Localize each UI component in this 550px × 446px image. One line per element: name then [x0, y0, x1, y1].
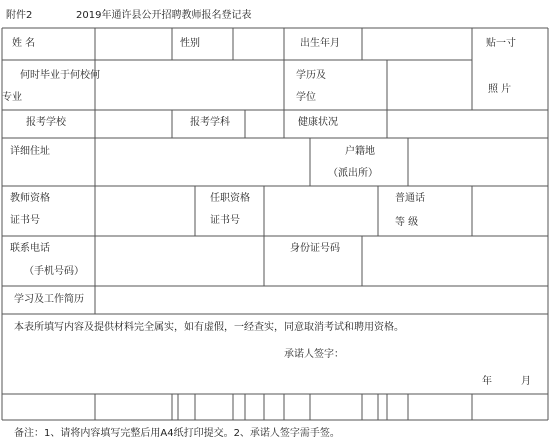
phone-label-line1: 联系电话	[10, 243, 50, 254]
teacher-cert-label-line1: 教师资格	[10, 193, 50, 204]
hukou-field[interactable]	[409, 139, 547, 185]
year-label: 年	[482, 376, 492, 387]
pledge-text: 本表所填写内容及提供材料完全属实，如有虚假，一经查实，同意取消考试和聘用资格。	[14, 322, 404, 333]
birth-label: 出生年月	[300, 38, 340, 49]
graduation-field[interactable]	[96, 61, 283, 109]
address-field[interactable]	[96, 139, 309, 185]
phone-label-line2: （手机号码）	[24, 266, 84, 277]
signature-field[interactable]	[348, 345, 468, 363]
education-field[interactable]	[388, 61, 471, 109]
month-label: 月	[521, 376, 531, 387]
graduation-label-line1: 何时毕业于何校何	[20, 70, 100, 81]
mandarin-label-line2: 等 级	[395, 217, 419, 228]
form-title: 2019年通许县公开招聘教师报名登记表	[76, 10, 252, 21]
id-number-label: 身份证号码	[290, 243, 340, 254]
health-label: 健康状况	[298, 117, 338, 128]
post-cert-label-line2: 证书号	[210, 215, 240, 226]
education-label-line1: 学历及	[296, 70, 326, 81]
apply-school-label: 报考学校	[26, 117, 66, 128]
post-cert-field[interactable]	[265, 187, 377, 235]
mandarin-field[interactable]	[473, 187, 547, 235]
name-label: 姓 名	[12, 38, 36, 49]
footer-note: 备注：1、请将内容填写完整后用A4纸打印提交。2、承诺人签字需手签。	[14, 428, 340, 439]
apply-school-field[interactable]	[96, 111, 171, 137]
health-field[interactable]	[388, 111, 547, 137]
hukou-label-line1: 户籍地	[345, 146, 375, 157]
mandarin-label-line1: 普通话	[395, 193, 425, 204]
apply-subject-label: 报考学科	[190, 117, 230, 128]
gender-label: 性别	[180, 38, 200, 49]
education-label-line2: 学位	[296, 92, 316, 103]
signer-label: 承诺人签字：	[284, 349, 344, 360]
phone-field[interactable]	[96, 237, 263, 285]
teacher-cert-label-line2: 证书号	[10, 215, 40, 226]
id-number-field[interactable]	[363, 237, 547, 285]
birth-field[interactable]	[363, 29, 471, 59]
teacher-cert-field[interactable]	[96, 187, 194, 235]
gender-field[interactable]	[234, 29, 283, 59]
attachment-label: 附件2	[6, 10, 33, 21]
resume-label: 学习及工作简历	[14, 294, 84, 305]
name-field[interactable]	[96, 29, 171, 59]
photo-label-top: 贴一寸	[486, 38, 516, 49]
address-label: 详细住址	[10, 146, 50, 157]
apply-subject-field[interactable]	[246, 111, 283, 137]
resume-field[interactable]	[96, 287, 547, 313]
photo-box[interactable]	[473, 29, 547, 109]
post-cert-label-line1: 任职资格	[210, 193, 250, 204]
hukou-label-line2: （派出所）	[328, 168, 378, 179]
graduation-label-line2: 专业	[2, 92, 22, 103]
photo-label-bottom: 照 片	[488, 84, 512, 95]
